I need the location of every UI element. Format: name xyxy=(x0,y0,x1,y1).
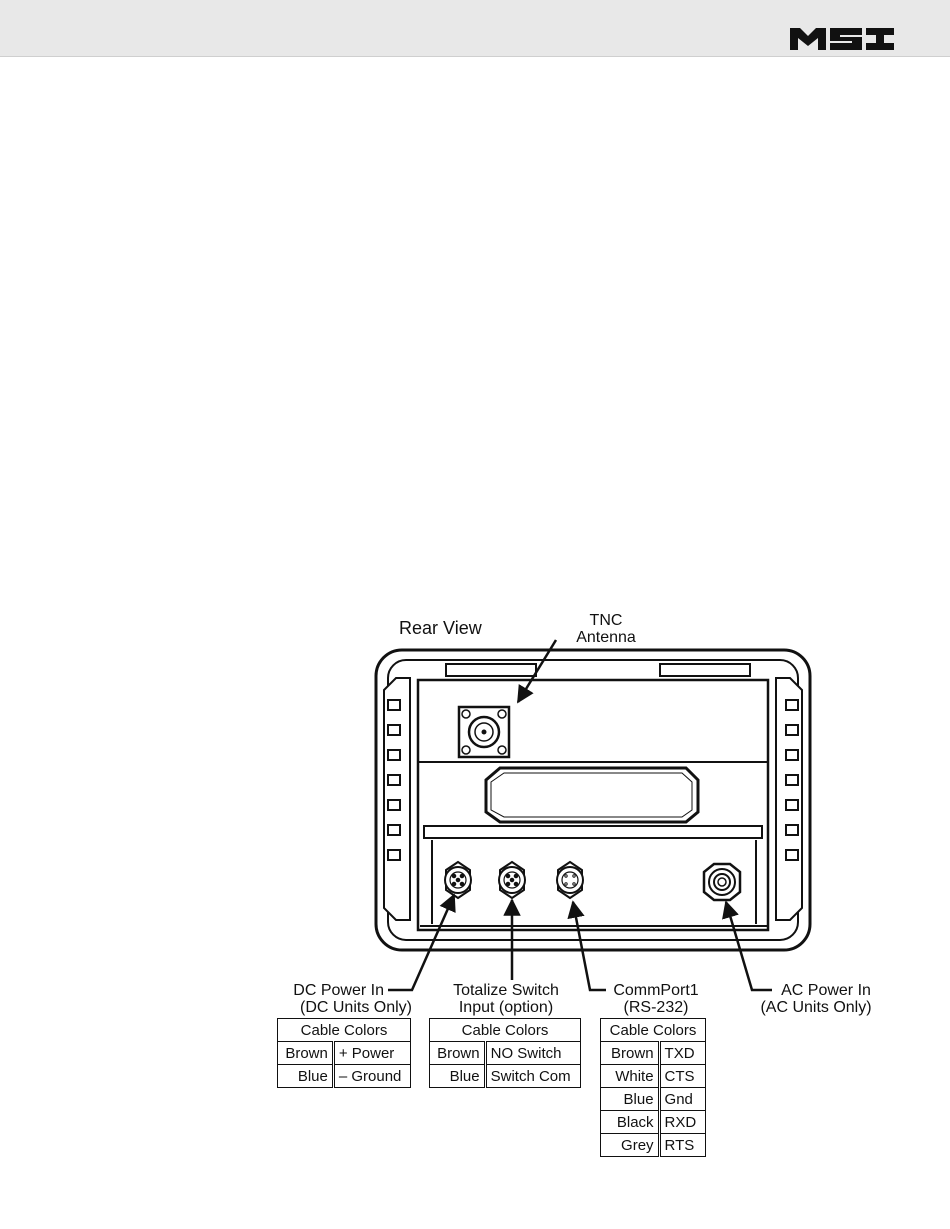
tnc-connector xyxy=(459,707,509,757)
left-clip-rail xyxy=(384,678,410,920)
totalize-label: Totalize Switch Input (option) xyxy=(453,982,559,1016)
table-row: Blue Gnd xyxy=(601,1088,706,1111)
table-row: Brown NO Switch xyxy=(430,1042,581,1065)
table-header: Cable Colors xyxy=(430,1019,581,1042)
table-header: Cable Colors xyxy=(601,1019,706,1042)
commport-label: CommPort1 (RS-232) xyxy=(613,982,699,1016)
right-clip-rail xyxy=(776,678,802,920)
commport-cable-colors-table xyxy=(600,1018,706,1157)
label-plate xyxy=(486,768,698,822)
table-header: Cable Colors xyxy=(278,1019,411,1042)
table-row: Blue – Ground xyxy=(278,1065,411,1088)
commport-connector xyxy=(557,862,583,898)
totalize-cable-colors-table xyxy=(429,1018,581,1088)
table-row: Blue Switch Com xyxy=(430,1065,581,1088)
table-row: Brown + Power xyxy=(278,1042,411,1065)
tnc-antenna-label: TNC Antenna xyxy=(576,612,636,646)
table-row: Black RXD xyxy=(601,1111,706,1134)
dc-power-label: DC Power In (DC Units Only) xyxy=(293,982,412,1016)
table-row: White CTS xyxy=(601,1065,706,1088)
ac-power-label: AC Power In (AC Units Only) xyxy=(760,982,872,1016)
dc-cable-colors-table xyxy=(277,1018,411,1088)
rear-view-title: Rear View xyxy=(399,618,482,638)
table-row: Brown TXD xyxy=(601,1042,706,1065)
dc-connector xyxy=(445,862,471,898)
table-row: Grey RTS xyxy=(601,1134,706,1157)
ac-power-gland xyxy=(704,864,740,900)
totalize-connector xyxy=(499,862,525,898)
